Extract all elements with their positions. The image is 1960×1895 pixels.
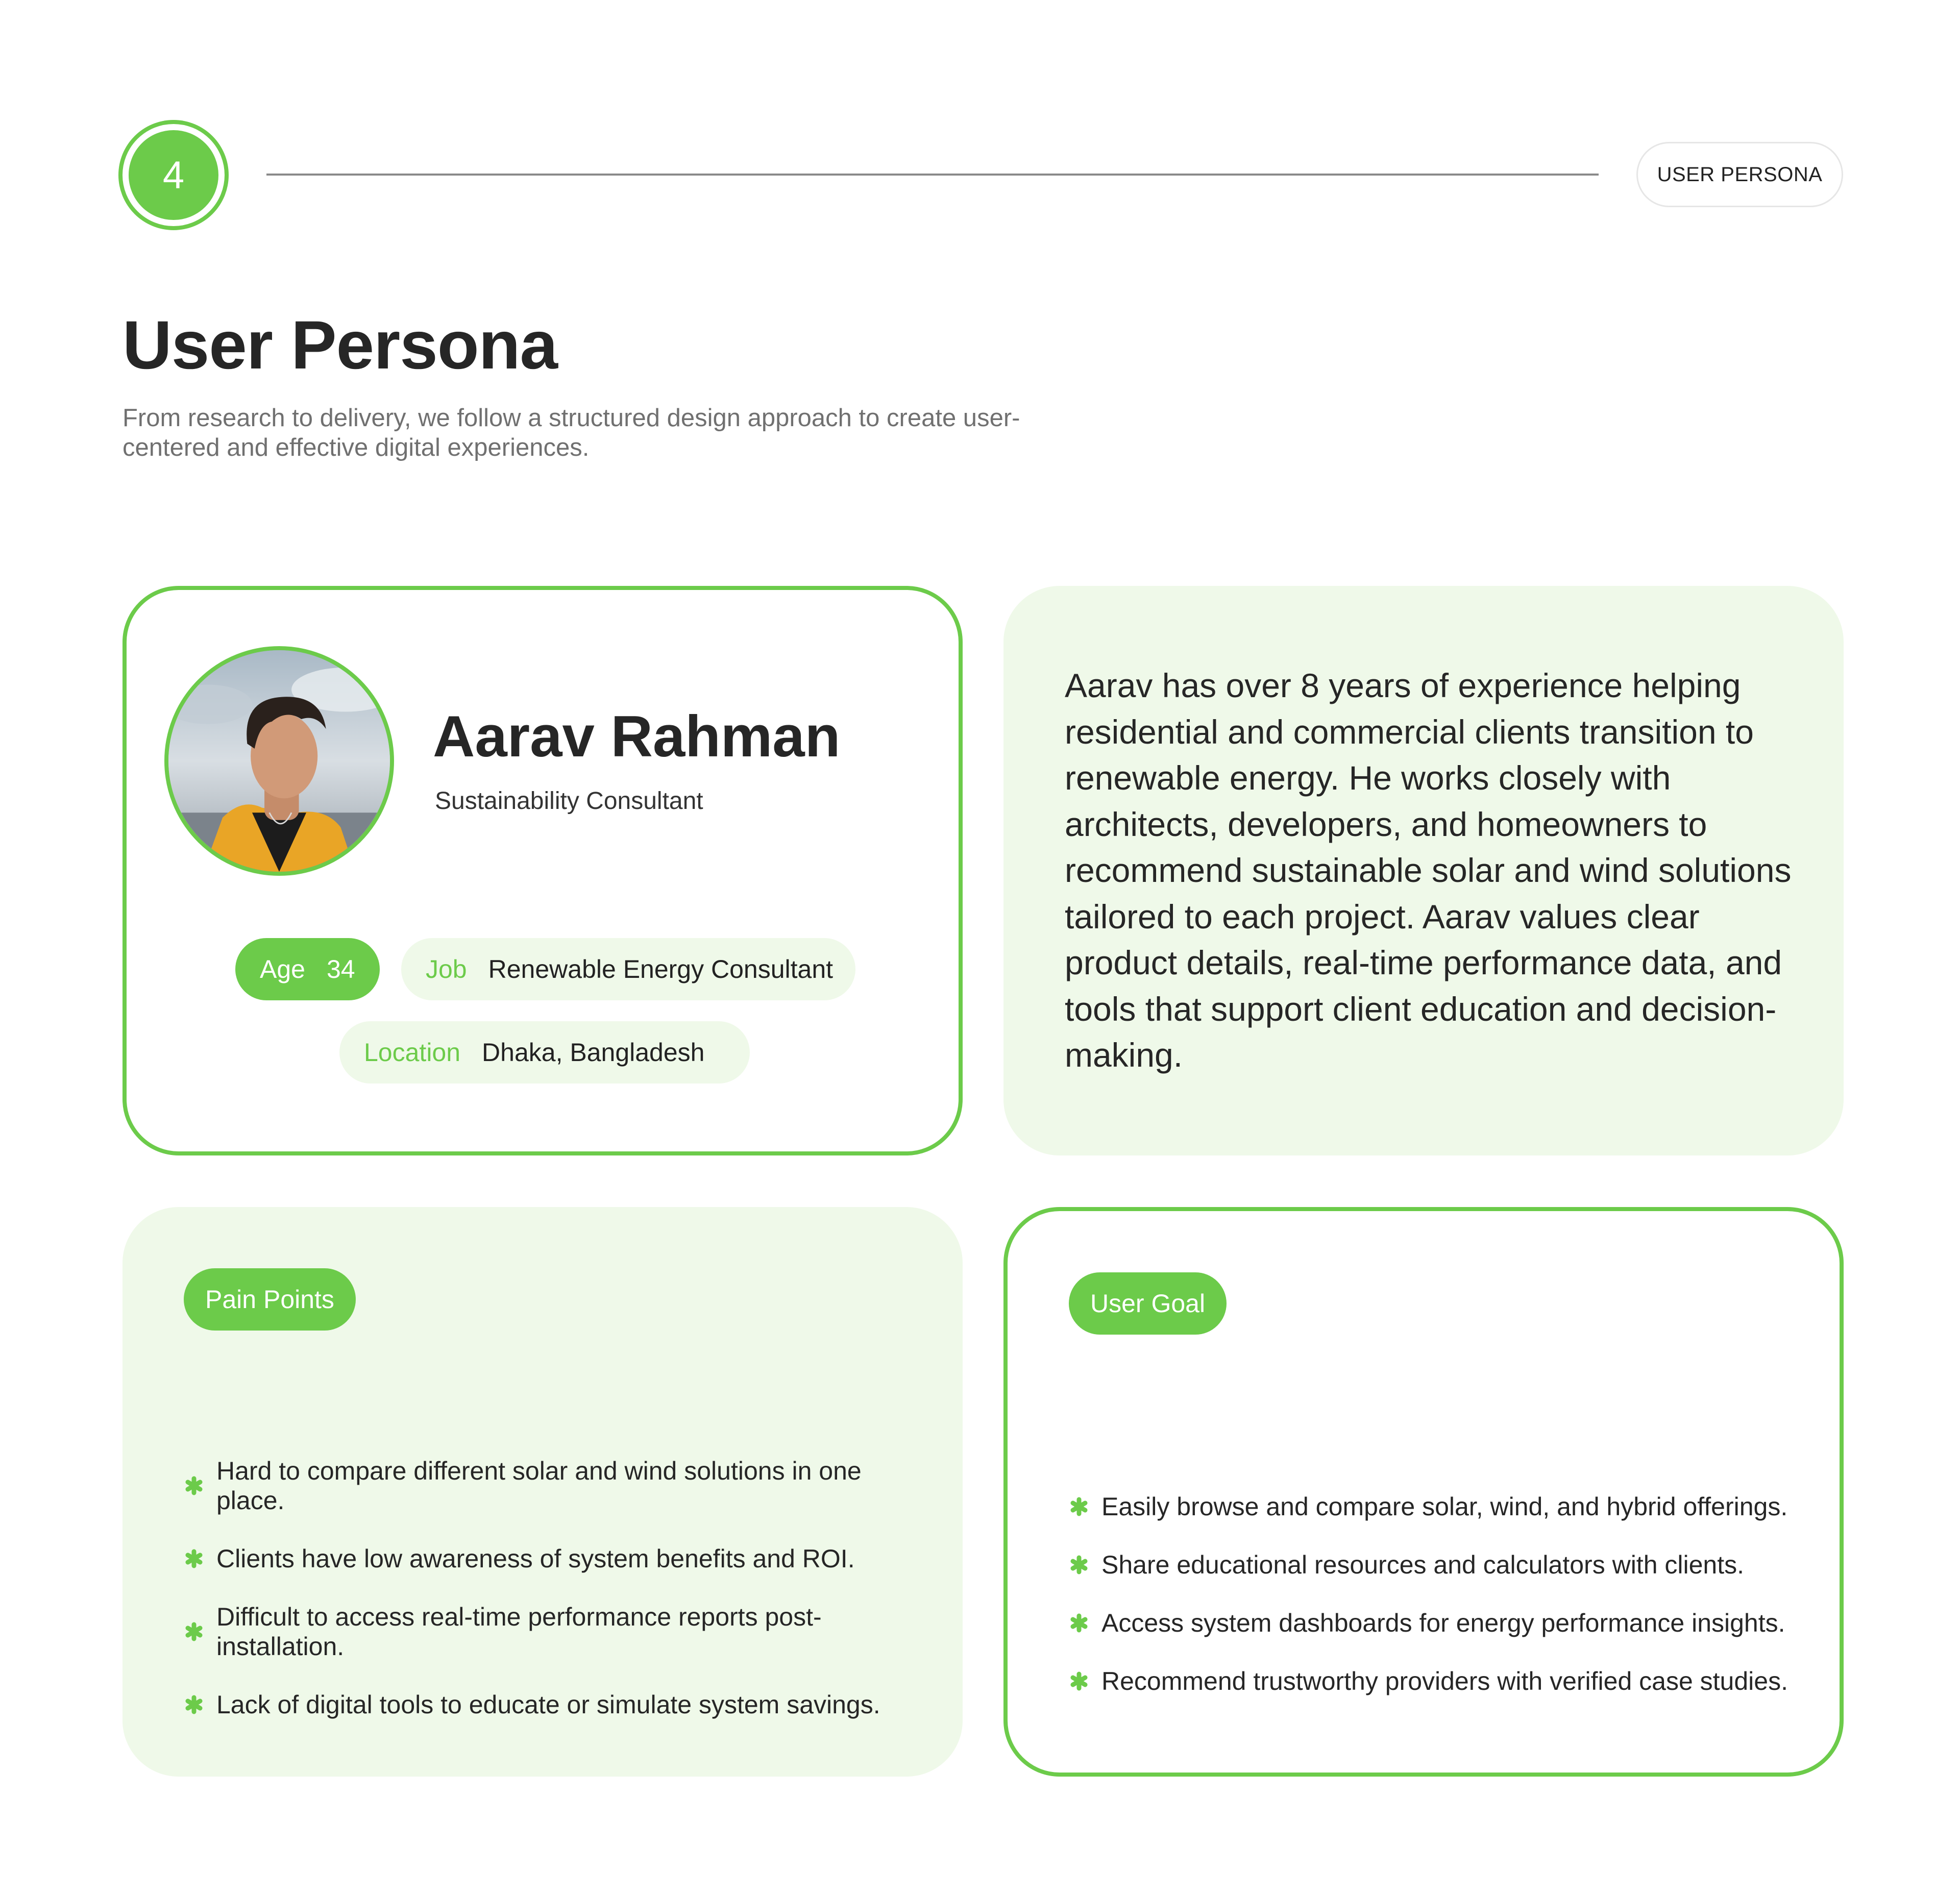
user-goal-text: Access system dashboards for energy performance insights. <box>1101 1609 1785 1637</box>
pain-point-text: Clients have low awareness of system benefits and ROI. <box>216 1544 855 1573</box>
list-item <box>1069 1666 1794 1696</box>
list-item <box>1069 1492 1794 1521</box>
pain-point-text: Lack of digital tools to educate or simulate system savings. <box>216 1690 880 1719</box>
asterisk-icon <box>184 1475 204 1496</box>
job-chip <box>401 938 855 1000</box>
job-value: Renewable Energy Consultant <box>488 955 834 983</box>
age-label: Age <box>260 955 305 983</box>
avatar <box>164 646 394 876</box>
profile-card <box>122 586 963 1155</box>
persona-bio: Aarav has over 8 years of experience helping residential and commercial clients transition to renewable energy. He works closely with architects, developers, and homeowners to recommend sustainable solar and wind solutions tailored to each project. Aarav values clear product details, real-time performance data, and tools that support client education and decision-making. <box>1065 667 1792 1074</box>
pain-point-text: Hard to compare different solar and wind solutions in one place. <box>216 1457 862 1515</box>
list-item <box>1069 1608 1794 1638</box>
person-photo-icon <box>168 650 390 872</box>
list-item <box>184 1602 909 1661</box>
header-divider <box>266 174 1599 176</box>
pain-points-tag: Pain Points <box>184 1268 356 1331</box>
asterisk-icon <box>184 1548 204 1569</box>
section-label-pill <box>1636 142 1843 207</box>
user-goal-text: Share educational resources and calculators with clients. <box>1101 1551 1745 1579</box>
pain-points-list <box>184 1456 909 1748</box>
pain-points-card <box>122 1207 963 1777</box>
list-item <box>184 1544 909 1573</box>
list-item <box>184 1456 909 1515</box>
persona-role: Sustainability Consultant <box>435 787 703 815</box>
user-goal-list <box>1069 1492 1794 1725</box>
job-label: Job <box>426 955 467 983</box>
page-title: User Persona <box>122 307 557 383</box>
list-item <box>1069 1550 1794 1580</box>
location-chip <box>339 1021 750 1084</box>
asterisk-icon <box>1069 1496 1089 1517</box>
age-chip <box>235 938 380 1000</box>
user-goal-text: Recommend trustworthy providers with verified case studies. <box>1101 1667 1788 1695</box>
asterisk-icon <box>184 1694 204 1715</box>
asterisk-icon <box>1069 1671 1089 1691</box>
step-number-badge <box>122 124 225 226</box>
location-label: Location <box>364 1038 461 1067</box>
pain-point-text: Difficult to access real-time performance reports post-installation. <box>216 1603 822 1661</box>
user-goal-text: Easily browse and compare solar, wind, and hybrid offerings. <box>1101 1492 1788 1521</box>
step-number: 4 <box>162 153 185 197</box>
page-subtitle: From research to delivery, we follow a structured design approach to create user-centered and effective digital experiences. <box>122 404 1020 461</box>
location-value: Dhaka, Bangladesh <box>482 1038 705 1067</box>
section-label: USER PERSONA <box>1657 163 1823 186</box>
user-goal-tag: User Goal <box>1069 1272 1227 1335</box>
asterisk-icon <box>184 1621 204 1642</box>
list-item <box>184 1690 909 1719</box>
persona-name: Aarav Rahman <box>433 704 841 769</box>
age-value: 34 <box>326 955 355 983</box>
asterisk-icon <box>1069 1613 1089 1633</box>
asterisk-icon <box>1069 1555 1089 1575</box>
user-goal-card <box>1003 1207 1844 1777</box>
bio-card <box>1003 586 1844 1155</box>
